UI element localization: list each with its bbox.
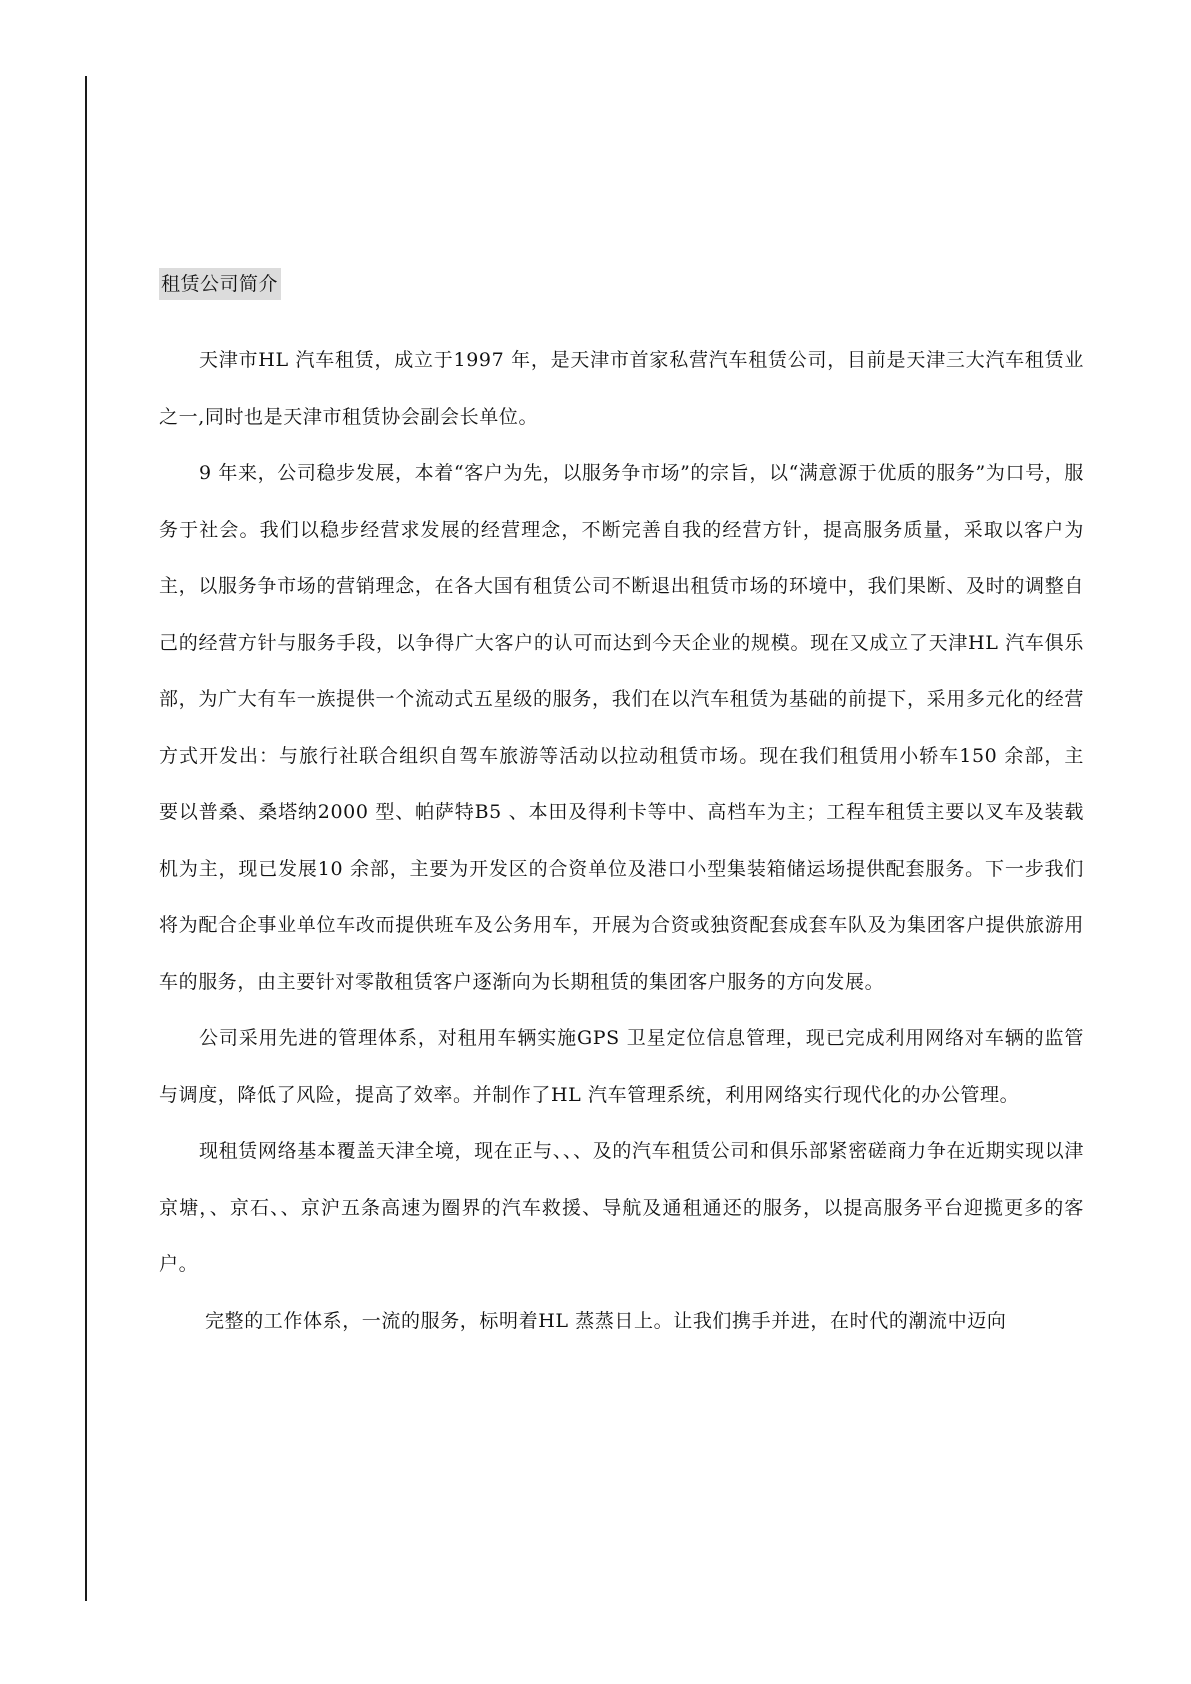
paragraph-closing: 完整的工作体系，一流的服务，标明着HL 蒸蒸日上。让我们携手并进，在时代的潮流中迈向 [205,1309,1007,1332]
margin-rule-line [85,76,87,1601]
paragraph-management-system: 公司采用先进的管理体系，对租用车辆实施GPS 卫星定位信息管理，现已完成利用网络对车辆的监管与调度，降低了风险，提高了效率。并制作了HL 汽车管理系统，利用网络实行现代化的办公管理。 [159,1027,1084,1106]
paragraph-development-history: 9 年来，公司稳步发展，本着“客户为先，以服务争市场”的宗旨，以“满意源于优质的服务”为口号，服务于社会。我们以稳步经营求发展的经营理念，不断完善自我的经营方针，提高服务质量，采取以客户为主，以服务争市场的营销理念，在各大国有租赁公司不断退出租赁市场的环境中，我们果断、及时的调整自己的经营方针与服务手段，以争得广大客户的认可而达到今天企业的规模。现在又成立了天津HL 汽车俱乐部，为广大有车一族提供一个流动式五星级的服务，我们在以汽车租赁为基础的前提下，采用多元化的经营方式开发出：与旅行社联合组织自驾车旅游等活动以拉动租赁市场。现在我们租赁用小轿车150 余部，主要以普桑、桑塔纳2000 型、帕萨特B5 、本田及得利卡等中、高档车为主；工程车租赁主要以叉车及装载机为主，现已发展10 余部，主要为开发区的合资单位及港口小型集装箱储运场提供配套服务。下一步我们将为配合企事业单位车改而提供班车及公务用车，开展为合资或独资配套成套车队及为集团客户提供旅游用车的服务，由主要针对零散租赁客户逐渐向为长期租赁的集团客户服务的方向发展。 [159,462,1084,993]
paragraph-rental-network: 现租赁网络基本覆盖天津全境，现在正与、、、及的汽车租赁公司和俱乐部紧密磋商力争在近期实现以津京塘，、京石、、京沪五条高速为圈界的汽车救援、导航及通租通还的服务，以提高服务平台迎揽更多的客户。 [159,1140,1084,1275]
paragraph-company-founding: 天津市HL 汽车租赁，成立于1997 年，是天津市首家私营汽车租赁公司，目前是天津三大汽车租赁业之一,同时也是天津市租赁协会副会长单位。 [159,349,1084,428]
document-title: 租赁公司简介 [159,268,281,300]
document-body [159,268,1084,1349]
